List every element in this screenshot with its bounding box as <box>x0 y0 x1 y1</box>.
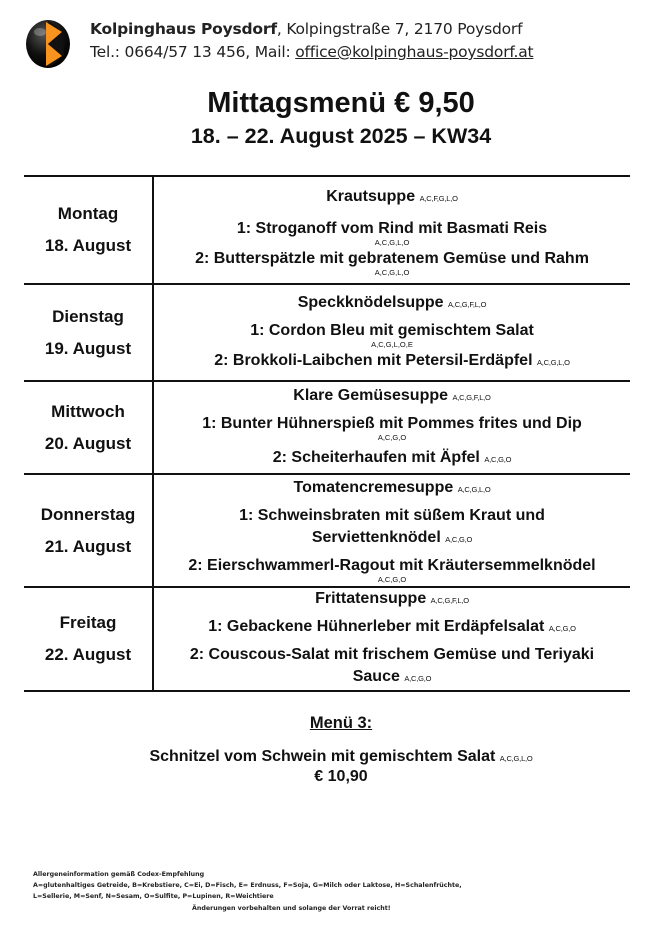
dish-1-name-cont: Serviettenknödel <box>311 528 441 546</box>
day-name: Donnerstag <box>40 504 136 524</box>
table-row <box>24 587 630 691</box>
day-date: 21. August <box>44 536 132 556</box>
day-name: Mittwoch <box>51 401 125 421</box>
dish-1: 1: Cordon Bleu mit gemischtem Salat <box>250 321 534 339</box>
dish-2: 2: Couscous-Salat mit frischem Gemüse und Teriyaki <box>189 646 595 663</box>
dish-1-continued <box>154 527 630 551</box>
allergen-codes: A,C,G,L,O <box>374 267 410 277</box>
allergen-legend-line-2: L=Sellerie, M=Senf, N=Sesam, O=Sulfite, P=Lupinen, R=Weichtiere <box>33 893 274 901</box>
changes-notice: Änderungen vorbehalten und solange der Vorrat reicht! <box>192 904 391 912</box>
allergen-codes: A,C,G,O <box>445 534 473 544</box>
day-date: 18. August <box>44 236 132 255</box>
allergen-legend-line-1: A=glutenhaltiges Getreide, B=Krebstiere, C=Ei, D=Fisch, E= Erdnuss, F=Soja, G=Milch oder Laktose, H=Schalenfrüchte, <box>33 882 462 890</box>
table-row <box>24 381 630 474</box>
dish-2-name: 2: Scheiterhaufen mit Äpfel <box>272 448 480 466</box>
allergen-codes: A,C,G,F,L,O <box>452 392 491 402</box>
dishes-cell <box>153 474 630 587</box>
allergen-codes: A,C,G,O <box>548 624 576 633</box>
allergen-codes: A,C,G,L,O <box>499 754 533 763</box>
table-row <box>24 474 630 587</box>
dish-1: 1: Bunter Hühnerspieß mit Pommes frites und Dip <box>202 414 582 432</box>
soup-name: Frittatensuppe <box>315 590 427 607</box>
day-cell <box>24 381 153 474</box>
soup-name: Klare Gemüsesuppe <box>293 386 449 404</box>
dishes-cell <box>153 381 630 474</box>
dish-2-name: 2: Brokkoli-Laibchen mit Petersil-Erdäpfel <box>214 351 533 369</box>
soup <box>154 292 630 316</box>
soup-name: Speckknödelsuppe <box>297 293 444 311</box>
dishes-cell <box>153 587 630 691</box>
day-date: 22. August <box>44 645 132 664</box>
letterhead <box>22 16 642 72</box>
menu-3-dish-name: Schnitzel vom Schwein mit gemischtem Salat <box>149 748 496 765</box>
business-name: Kolpinghaus Poysdorf <box>90 20 277 38</box>
soup <box>154 186 630 210</box>
dish-1 <box>154 616 630 640</box>
date-range: 18. – 22. August 2025 – KW34 <box>190 124 492 148</box>
address-line <box>90 18 533 41</box>
day-name: Freitag <box>59 613 117 632</box>
contact-line <box>90 41 533 64</box>
allergen-codes: A,C,G,F,L,O <box>448 299 487 309</box>
allergen-codes: A,C,G,L,O <box>457 484 491 494</box>
page-title: Mittagsmenü € 9,50 <box>207 87 475 119</box>
menu-3-price: € 10,90 <box>314 768 368 785</box>
day-cell <box>24 474 153 587</box>
soup <box>154 588 630 612</box>
table-row <box>24 176 630 284</box>
day-date: 19. August <box>44 338 132 358</box>
allergen-codes: A,C,G,F,L,O <box>430 596 469 605</box>
menu-3-dish <box>0 748 658 768</box>
title-block <box>0 86 658 150</box>
allergen-codes: A,C,G,L,O <box>374 237 410 247</box>
day-cell <box>24 176 153 284</box>
soup-name: Tomatencremesuppe <box>293 478 454 496</box>
soup <box>154 477 630 501</box>
dish-2-name-cont: Sauce <box>352 668 400 685</box>
dishes-cell <box>153 176 630 284</box>
phone: Tel.: 0664/57 13 456, Mail: <box>90 43 296 61</box>
allergen-codes: A,C,G,O <box>484 454 512 464</box>
allergen-codes: A,C,G,O <box>377 432 407 442</box>
soup <box>154 385 630 409</box>
day-cell <box>24 587 153 691</box>
table-row <box>24 284 630 381</box>
weekly-menu-table <box>24 175 630 692</box>
email-link[interactable]: office@kolpinghaus-poysdorf.at <box>295 43 534 61</box>
allergen-codes: A,C,G,L,O <box>536 357 570 367</box>
dish-1-name: 1: Gebackene Hühnerleber mit Erdäpfelsalat <box>208 618 545 635</box>
allergen-codes: A,C,G,O <box>377 574 407 584</box>
allergen-footer <box>33 869 462 914</box>
menu-3-section <box>0 712 658 786</box>
dish-2-continued <box>154 666 630 690</box>
kolpinghaus-logo-icon <box>24 18 72 70</box>
allergen-heading: Allergeneinformation gemäß Codex-Empfehlung <box>33 871 205 878</box>
day-date: 20. August <box>44 433 132 453</box>
dish-1: 1: Stroganoff vom Rind mit Basmati Reis <box>236 219 548 237</box>
dish-2: 2: Eierschwammerl-Ragout mit Kräutersemmelknödel <box>188 556 596 574</box>
dishes-cell <box>153 284 630 381</box>
day-name: Montag <box>57 204 119 223</box>
dish-1: 1: Schweinsbraten mit süßem Kraut und <box>239 506 545 524</box>
allergen-codes: A,C,G,L,O,E <box>371 339 413 349</box>
contact-info <box>90 18 533 64</box>
day-name: Dienstag <box>52 306 124 326</box>
allergen-codes: A,C,G,O <box>404 674 432 683</box>
dish-2 <box>154 350 630 374</box>
dish-2: 2: Butterspätzle mit gebratenem Gemüse und Rahm <box>195 249 589 267</box>
soup-name: Krautsuppe <box>326 187 416 205</box>
allergen-codes: A,C,F,G,L,O <box>419 193 458 203</box>
menu-3-title: Menü 3: <box>309 714 373 732</box>
address: , Kolpingstraße 7, 2170 Poysdorf <box>276 20 523 38</box>
day-cell <box>24 284 153 381</box>
dish-2 <box>154 447 630 471</box>
